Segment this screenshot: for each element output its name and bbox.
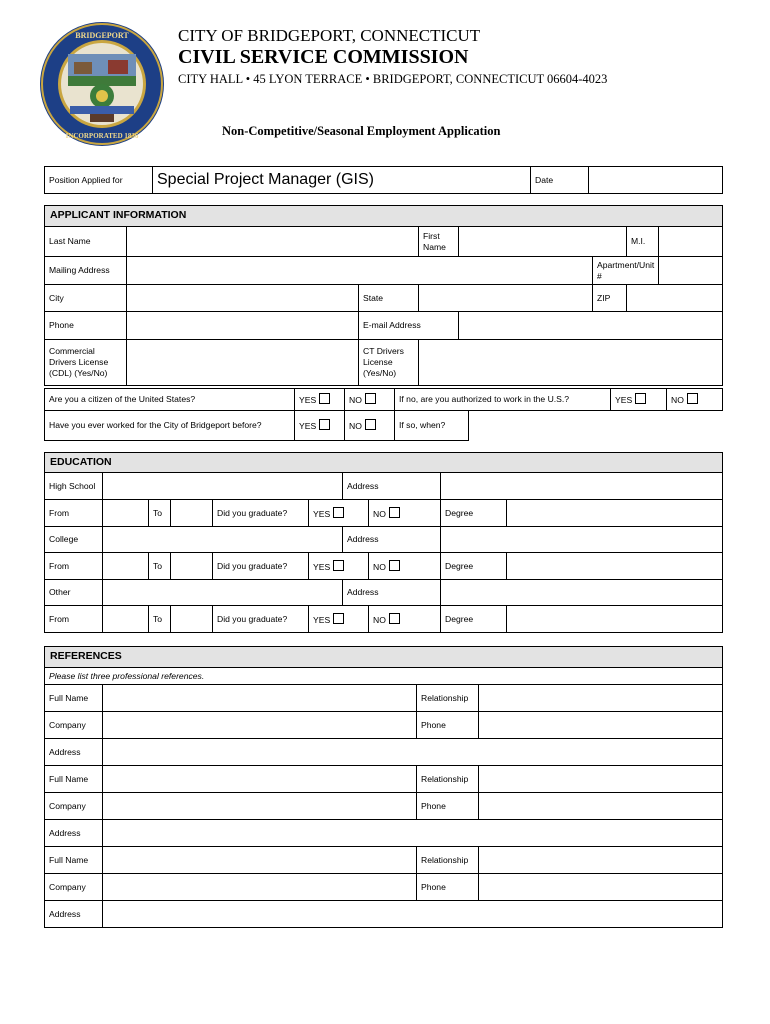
svg-text:INCORPORATED 1836: INCORPORATED 1836 bbox=[65, 132, 139, 140]
hs-to-input[interactable] bbox=[171, 500, 213, 527]
when-input[interactable] bbox=[469, 411, 723, 441]
ref3-phone-input[interactable] bbox=[479, 874, 723, 901]
phone-input[interactable] bbox=[127, 312, 359, 340]
ref1-address-label: Address bbox=[45, 739, 103, 766]
ref2-phone-input[interactable] bbox=[479, 793, 723, 820]
ref2-address-label: Address bbox=[45, 820, 103, 847]
college-graduate-label: Did you graduate? bbox=[213, 553, 309, 580]
checkbox-icon bbox=[389, 507, 400, 518]
citizen-yes-checkbox[interactable]: YES bbox=[295, 389, 345, 411]
ref3-name-label: Full Name bbox=[45, 847, 103, 874]
ref1-name-label: Full Name bbox=[45, 685, 103, 712]
education-table bbox=[44, 452, 723, 633]
svg-text:BRIDGEPORT: BRIDGEPORT bbox=[75, 31, 129, 40]
checkbox-icon bbox=[365, 419, 376, 430]
citizen-question: Are you a citizen of the United States? bbox=[45, 389, 295, 411]
authorized-no-checkbox[interactable]: NO bbox=[667, 389, 723, 411]
position-label: Position Applied for bbox=[45, 167, 153, 194]
college-input[interactable] bbox=[103, 527, 343, 553]
ref2-company-input[interactable] bbox=[103, 793, 417, 820]
worked-table bbox=[44, 410, 723, 441]
ref2-phone-label: Phone bbox=[417, 793, 479, 820]
authorized-yes-checkbox[interactable]: YES bbox=[611, 389, 667, 411]
checkbox-icon bbox=[319, 393, 330, 404]
cdl-input[interactable] bbox=[127, 340, 359, 386]
college-no-checkbox[interactable]: NO bbox=[369, 553, 441, 580]
worked-no-checkbox[interactable]: NO bbox=[345, 411, 395, 441]
apartment-input[interactable] bbox=[659, 257, 723, 285]
zip-input[interactable] bbox=[627, 285, 723, 312]
other-to-label: To bbox=[149, 606, 171, 633]
ref1-relationship-input[interactable] bbox=[479, 685, 723, 712]
checkbox-icon bbox=[389, 613, 400, 624]
other-no-checkbox[interactable]: NO bbox=[369, 606, 441, 633]
header-commission: CIVIL SERVICE COMMISSION bbox=[178, 46, 469, 68]
authorized-question: If no, are you authorized to work in the U.S.? bbox=[395, 389, 611, 411]
checkbox-icon bbox=[687, 393, 698, 404]
state-label: State bbox=[359, 285, 419, 312]
email-input[interactable] bbox=[459, 312, 723, 340]
state-input[interactable] bbox=[419, 285, 593, 312]
ref3-company-input[interactable] bbox=[103, 874, 417, 901]
last-name-input[interactable] bbox=[127, 227, 419, 257]
ref3-relationship-label: Relationship bbox=[417, 847, 479, 874]
ref3-company-label: Company bbox=[45, 874, 103, 901]
ref2-company-label: Company bbox=[45, 793, 103, 820]
hs-from-input[interactable] bbox=[103, 500, 149, 527]
ref2-relationship-label: Relationship bbox=[417, 766, 479, 793]
other-address-label: Address bbox=[343, 580, 441, 606]
references-note: Please list three professional references. bbox=[45, 668, 723, 685]
checkbox-icon bbox=[635, 393, 646, 404]
other-input[interactable] bbox=[103, 580, 343, 606]
ref3-name-input[interactable] bbox=[103, 847, 417, 874]
section-education-title: EDUCATION bbox=[45, 453, 723, 473]
ref1-phone-label: Phone bbox=[417, 712, 479, 739]
worked-question: Have you ever worked for the City of Bridgeport before? bbox=[45, 411, 295, 441]
cdl-label: Commercial Drivers License (CDL) (Yes/No) bbox=[45, 340, 127, 386]
college-address-input[interactable] bbox=[441, 527, 723, 553]
other-degree-label: Degree bbox=[441, 606, 507, 633]
city-seal-logo bbox=[38, 20, 166, 148]
high-school-input[interactable] bbox=[103, 473, 343, 500]
section-applicant-title: APPLICANT INFORMATION bbox=[45, 206, 723, 227]
ref1-address-input[interactable] bbox=[103, 739, 723, 766]
college-degree-input[interactable] bbox=[507, 553, 723, 580]
mi-input[interactable] bbox=[659, 227, 723, 257]
position-table bbox=[44, 166, 723, 194]
first-name-label: First Name bbox=[419, 227, 459, 257]
college-from-input[interactable] bbox=[103, 553, 149, 580]
mi-label: M.I. bbox=[627, 227, 659, 257]
position-input[interactable]: Special Project Manager (GIS) bbox=[153, 167, 531, 194]
ref2-relationship-input[interactable] bbox=[479, 766, 723, 793]
hs-degree-input[interactable] bbox=[507, 500, 723, 527]
form-title: Non-Competitive/Seasonal Employment Application bbox=[222, 124, 501, 138]
hs-degree-label: Degree bbox=[441, 500, 507, 527]
checkbox-icon bbox=[389, 560, 400, 571]
checkbox-icon bbox=[365, 393, 376, 404]
ref3-address-label: Address bbox=[45, 901, 103, 928]
ref2-name-input[interactable] bbox=[103, 766, 417, 793]
ct-license-input[interactable] bbox=[419, 340, 723, 386]
checkbox-icon bbox=[333, 613, 344, 624]
other-degree-input[interactable] bbox=[507, 606, 723, 633]
college-from-label: From bbox=[45, 553, 103, 580]
email-label: E-mail Address bbox=[359, 312, 459, 340]
hs-no-checkbox[interactable]: NO bbox=[369, 500, 441, 527]
ref1-relationship-label: Relationship bbox=[417, 685, 479, 712]
ref3-address-input[interactable] bbox=[103, 901, 723, 928]
other-to-input[interactable] bbox=[171, 606, 213, 633]
citizen-table bbox=[44, 388, 723, 411]
references-table bbox=[44, 646, 723, 928]
other-from-label: From bbox=[45, 606, 103, 633]
applicant-table bbox=[44, 205, 723, 386]
phone-label: Phone bbox=[45, 312, 127, 340]
high-school-address-input[interactable] bbox=[441, 473, 723, 500]
ref3-phone-label: Phone bbox=[417, 874, 479, 901]
first-name-input[interactable] bbox=[459, 227, 627, 257]
ref1-company-label: Company bbox=[45, 712, 103, 739]
checkbox-icon bbox=[333, 507, 344, 518]
zip-label: ZIP bbox=[593, 285, 627, 312]
ref1-phone-input[interactable] bbox=[479, 712, 723, 739]
ref1-company-input[interactable] bbox=[103, 712, 417, 739]
high-school-label: High School bbox=[45, 473, 103, 500]
college-degree-label: Degree bbox=[441, 553, 507, 580]
mailing-address-label: Mailing Address bbox=[45, 257, 127, 285]
checkbox-icon bbox=[319, 419, 330, 430]
hs-graduate-label: Did you graduate? bbox=[213, 500, 309, 527]
when-label: If so, when? bbox=[395, 411, 469, 441]
worked-yes-checkbox[interactable]: YES bbox=[295, 411, 345, 441]
header-city: CITY OF BRIDGEPORT, CONNECTICUT bbox=[178, 26, 481, 45]
section-references-title: REFERENCES bbox=[45, 647, 723, 668]
college-label: College bbox=[45, 527, 103, 553]
other-from-input[interactable] bbox=[103, 606, 149, 633]
college-yes-checkbox[interactable]: YES bbox=[309, 553, 369, 580]
last-name-label: Last Name bbox=[45, 227, 127, 257]
ct-license-label: CT Drivers License (Yes/No) bbox=[359, 340, 419, 386]
date-input[interactable] bbox=[589, 167, 723, 194]
mailing-address-input[interactable] bbox=[127, 257, 593, 285]
other-yes-checkbox[interactable]: YES bbox=[309, 606, 369, 633]
hs-yes-checkbox[interactable]: YES bbox=[309, 500, 369, 527]
ref2-address-input[interactable] bbox=[103, 820, 723, 847]
header-address: CITY HALL • 45 LYON TERRACE • BRIDGEPORT, CONNECTICUT 06604-4023 bbox=[178, 72, 608, 86]
ref1-name-input[interactable] bbox=[103, 685, 417, 712]
college-to-input[interactable] bbox=[171, 553, 213, 580]
hs-to-label: To bbox=[149, 500, 171, 527]
apartment-label: Apartment/Unit # bbox=[593, 257, 659, 285]
ref3-relationship-input[interactable] bbox=[479, 847, 723, 874]
date-label: Date bbox=[531, 167, 589, 194]
college-to-label: To bbox=[149, 553, 171, 580]
college-address-label: Address bbox=[343, 527, 441, 553]
checkbox-icon bbox=[333, 560, 344, 571]
other-address-input[interactable] bbox=[441, 580, 723, 606]
ref2-name-label: Full Name bbox=[45, 766, 103, 793]
city-label: City bbox=[45, 285, 127, 312]
citizen-no-checkbox[interactable]: NO bbox=[345, 389, 395, 411]
other-graduate-label: Did you graduate? bbox=[213, 606, 309, 633]
city-input[interactable] bbox=[127, 285, 359, 312]
high-school-address-label: Address bbox=[343, 473, 441, 500]
hs-from-label: From bbox=[45, 500, 103, 527]
other-label: Other bbox=[45, 580, 103, 606]
